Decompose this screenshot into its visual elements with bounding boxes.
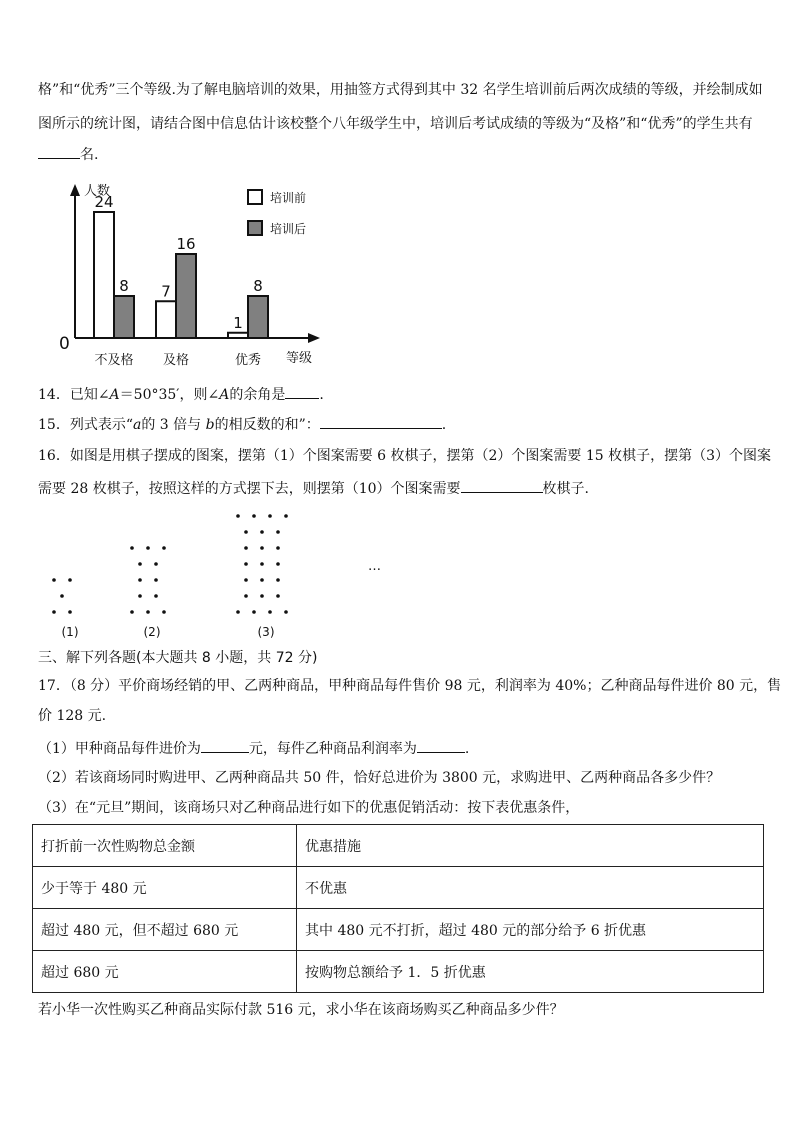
table-cell: 超过 680 元 xyxy=(33,951,297,993)
chart-legend xyxy=(248,190,306,236)
table-cell: 按购物总额给予 1．5 折优惠 xyxy=(297,951,764,993)
q13-line2: 图所示的统计图，请结合图中信息估计该校整个八年级学生中，培训后考试成绩的等级为“及格”和“优秀”的学生共有 xyxy=(38,116,753,132)
chess-piece-dot xyxy=(260,562,264,566)
chess-piece-dot xyxy=(244,578,248,582)
chess-piece-dot xyxy=(138,578,142,582)
chess-piece-dot xyxy=(236,610,240,614)
q17-blank-2 xyxy=(417,738,465,753)
chess-piece-dot xyxy=(244,530,248,534)
chess-piece-dot xyxy=(162,610,166,614)
chess-piece-dot xyxy=(276,594,280,598)
table-row xyxy=(33,909,764,951)
table-cell: 少于等于 480 元 xyxy=(33,867,297,909)
bar-value-label: 8 xyxy=(253,277,263,295)
q13-line3 xyxy=(38,144,98,165)
figure-label: (3) xyxy=(257,625,275,639)
table-cell: 不优惠 xyxy=(297,867,764,909)
q14: 14．已知∠A＝50°35′，则∠A的余角是 . xyxy=(38,384,324,405)
chess-piece-dot xyxy=(146,610,150,614)
chess-piece-dot xyxy=(130,546,134,550)
q14-blank xyxy=(285,384,319,399)
chess-piece-dot xyxy=(244,594,248,598)
y-axis-arrow xyxy=(70,184,80,196)
chess-piece-dot xyxy=(276,578,280,582)
bar-培训后-及格 xyxy=(176,254,196,338)
chess-piece-dot xyxy=(268,610,272,614)
table-row xyxy=(33,867,764,909)
chess-piece-dot xyxy=(154,562,158,566)
pattern-figure xyxy=(52,578,72,614)
table-cell: 超过 480 元，但不超过 680 元 xyxy=(33,909,297,951)
chess-piece-dot xyxy=(244,546,248,550)
chess-piece-dot xyxy=(268,514,272,518)
q17-line1: 17．（8 分）平价商场经销的甲、乙两种商品，甲种商品每件售价 98 元，利润率为 40%；乙种商品每件进价 80 元，售 xyxy=(38,678,782,694)
chess-pattern-figures xyxy=(40,512,400,644)
chess-piece-dot xyxy=(244,562,248,566)
table-header-cell: 打折前一次性购物总金额 xyxy=(33,825,297,867)
table-row xyxy=(33,951,764,993)
bar-培训前-及格 xyxy=(156,301,176,338)
q16-blank xyxy=(461,478,543,493)
q15: 15．列式表示“a的 3 倍与 b的相反数的和”： . xyxy=(38,414,446,435)
chess-piece-dot xyxy=(52,578,56,582)
q13-suffix: 名. xyxy=(80,147,99,163)
chess-piece-dot xyxy=(52,610,56,614)
chess-piece-dot xyxy=(138,594,142,598)
legend-label: 培训后 xyxy=(270,222,307,236)
chess-piece-dot xyxy=(60,594,64,598)
q17-part3: （3）在“元旦”期间，该商场只对乙种商品进行如下的优惠促销活动：按下表优惠条件， xyxy=(38,800,580,816)
figure-label: (2) xyxy=(143,625,161,639)
bar-培训后-优秀 xyxy=(248,296,268,338)
chess-piece-dot xyxy=(284,514,288,518)
ellipsis-text: … xyxy=(368,559,381,574)
x-tick-label: 不及格 xyxy=(94,353,134,368)
pattern-figure xyxy=(236,514,288,614)
chess-piece-dot xyxy=(276,530,280,534)
q17-part2: （2）若该商场同时购进甲、乙两种商品共 50 件，恰好总进价为 3800 元，求购进甲、乙两种商品各多少件？ xyxy=(38,770,721,786)
chess-piece-dot xyxy=(154,594,158,598)
legend-label: 培训前 xyxy=(270,191,307,205)
answer-blank xyxy=(38,144,80,159)
chess-piece-dot xyxy=(154,578,158,582)
chess-piece-dot xyxy=(252,610,256,614)
figure-label: (1) xyxy=(61,625,79,639)
x-axis-label: 等级 xyxy=(286,351,313,366)
y-axis-label: 人数 xyxy=(84,184,111,199)
bar-培训前-不及格 xyxy=(94,212,114,338)
chess-piece-dot xyxy=(138,562,142,566)
q15-blank xyxy=(320,414,442,429)
bar-value-label: 24 xyxy=(94,193,114,211)
chess-piece-dot xyxy=(284,610,288,614)
chess-piece-dot xyxy=(276,546,280,550)
chess-piece-dot xyxy=(68,578,72,582)
pattern-figure xyxy=(130,546,166,614)
bar-培训后-不及格 xyxy=(114,296,134,338)
chess-piece-dot xyxy=(146,546,150,550)
chess-piece-dot xyxy=(260,594,264,598)
legend-swatch xyxy=(248,190,262,204)
q17-part1: （1）甲种商品每件进价为 元，每件乙种商品利润率为 . xyxy=(38,738,469,759)
q13-line1: 格”和“优秀”三个等级.为了解电脑培训的效果，用抽签方式得到其中 32 名学生培训前后两次成绩的等级，并绘制成如 xyxy=(38,82,763,98)
q17-final-question: 若小华一次性购买乙种商品实际付款 516 元，求小华在该商场购买乙种商品多少件？ xyxy=(38,1002,564,1018)
legend-swatch xyxy=(248,221,262,235)
chess-piece-dot xyxy=(68,610,72,614)
bar-value-label: 7 xyxy=(161,282,171,301)
table-cell: 其中 480 元不打折，超过 480 元的部分给予 6 折优惠 xyxy=(297,909,764,951)
table-header-row xyxy=(33,825,764,867)
chess-piece-dot xyxy=(236,514,240,518)
chess-piece-dot xyxy=(260,530,264,534)
chess-piece-dot xyxy=(276,562,280,566)
bar-培训前-优秀 xyxy=(228,333,248,338)
section-heading: 三、解下列各题(本大题共 8 小题，共 72 分) xyxy=(38,650,318,666)
bar-chart xyxy=(50,178,340,370)
chess-piece-dot xyxy=(260,578,264,582)
discount-table xyxy=(32,824,764,993)
origin-label: 0 xyxy=(59,334,70,354)
q17-line2: 价 128 元. xyxy=(38,708,107,724)
chess-piece-dot xyxy=(130,610,134,614)
bar-value-label: 16 xyxy=(176,235,196,253)
x-tick-label: 及格 xyxy=(162,353,190,368)
q16-line2: 需要 28 枚棋子，按照这样的方式摆下去，则摆第（10）个图案需要 枚棋子. xyxy=(38,478,589,499)
chess-piece-dot xyxy=(162,546,166,550)
q17-blank-1 xyxy=(201,738,249,753)
table-header-cell: 优惠措施 xyxy=(297,825,764,867)
chess-piece-dot xyxy=(260,546,264,550)
bar-value-label: 8 xyxy=(119,277,129,295)
bar-value-label: 1 xyxy=(233,313,243,332)
x-tick-label: 优秀 xyxy=(234,353,262,368)
chess-piece-dot xyxy=(252,514,256,518)
q16-line1: 16．如图是用棋子摆成的图案，摆第（1）个图案需要 6 枚棋子，摆第（2）个图案需要 15 枚棋子，摆第（3）个图案 xyxy=(38,448,772,464)
x-axis-arrow xyxy=(308,333,320,343)
